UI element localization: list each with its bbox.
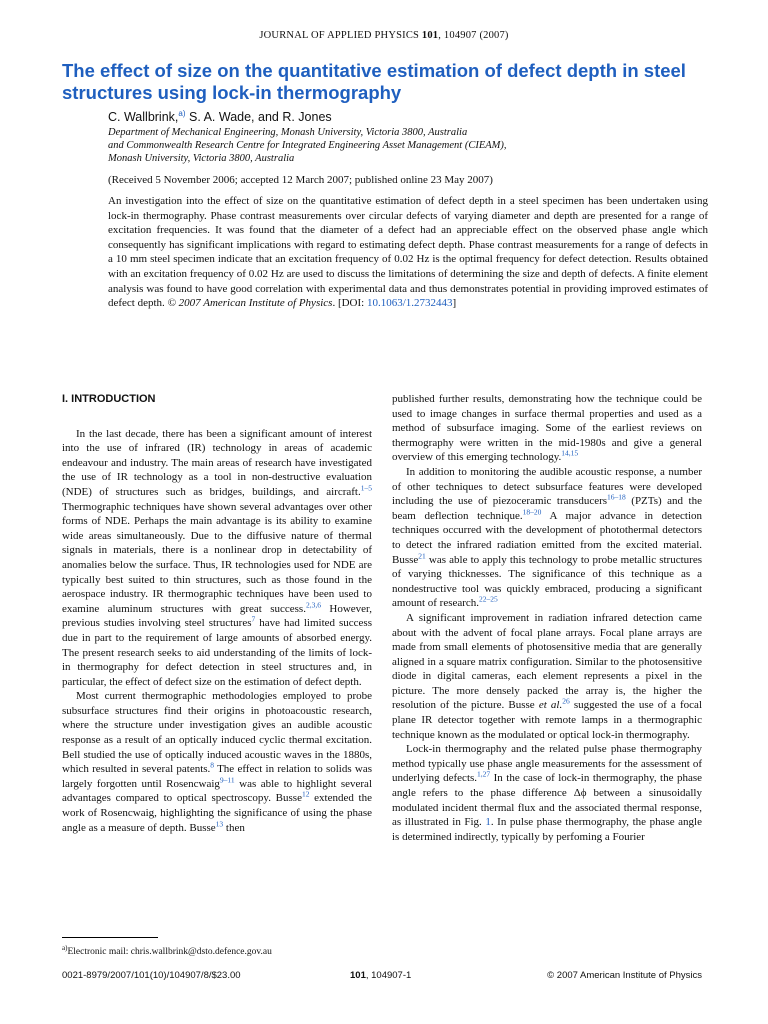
figure-link[interactable]: 1	[485, 816, 491, 829]
citation-link[interactable]: 8	[210, 760, 215, 770]
text-run: have had limited success due in part to the requirement of large amounts of absorbed energy. The present research seeks to aid understanding of the limits of lock-in thermography for defect detection in steel structures and, in particular, the effect of defect size on the estimation of defect depth.	[62, 617, 372, 688]
affiliation	[108, 126, 628, 165]
intro-paragraph-6	[392, 742, 702, 844]
text-run: (PZTs) and the beam deflection technique.	[392, 495, 702, 522]
text-run: Lock-in thermography and the related pulse phase thermography method typically use phase angle measurements for the assessment of underlying defects.	[392, 743, 702, 785]
intro-paragraph-1	[62, 427, 372, 690]
doi-prefix: . [DOI:	[332, 297, 367, 310]
right-column	[392, 392, 702, 844]
intro-paragraph-4	[392, 465, 702, 611]
citation-link[interactable]: 1–5	[360, 483, 372, 493]
journal-header	[0, 30, 768, 41]
citation-link[interactable]: 7	[251, 614, 256, 624]
left-column	[62, 392, 372, 835]
text-run: extended the work of Rosencwaig, highlighting the significance of using the phase angle as a measure of depth. Busse	[62, 792, 372, 834]
citation-link[interactable]: 9–11	[219, 775, 235, 785]
citation-link[interactable]: 26	[562, 696, 570, 706]
journal-article: , 104907 (2007)	[438, 30, 509, 41]
footer-copyright: © 2007 American Institute of Physics	[547, 970, 702, 981]
affiliation-line-3: Monash University, Victoria 3800, Australia	[108, 153, 295, 164]
et-al: et al.	[538, 699, 563, 712]
section-heading-introduction: I. INTRODUCTION	[62, 393, 156, 405]
footnote-text: Electronic mail: chris.wallbrink@dsto.defence.gov.au	[67, 947, 272, 958]
footnote-divider	[62, 937, 158, 938]
author-list	[108, 109, 332, 124]
footer-volume: 101	[350, 970, 366, 981]
abstract-text: An investigation into the effect of size on the quantitative estimation of defect depth in a steel specimen has been undertaken using lock-in thermography. Phase contrast measurements over circular defects of varying diameter and depth are presented for a range of excitation frequencies. It was found that the diameter of a defect had an appreciable effect on the observed phase angle which consequently has significant implications with regard to estimating defect depth. Phase contrast measurements for a range of defects in a 10 mm steel specimen indicate that an excitation frequency of 0.02 Hz is the optimal frequency for defect detection. Results obtained with an excitation frequency of 0.02 Hz are used to discuss the limitations of determining the size and depth of defects. A finite element analysis was found to have good correlation with experimental data and thus demonstrates potential in providing improved estimates of defect depth.	[108, 195, 708, 310]
text-run: Most current thermographic methodologies employed to probe subsurface structures find their origins in photoacoustic research, where the structure under investigation gives an audible acoustic response as a result of an optically induced cyclic thermal excitation. Bell studied the use of optically induced acoustic waves in the 1880s, which resulted in several patents.	[62, 690, 372, 776]
footnote	[62, 944, 272, 957]
text-run: suggested the use of a focal plane IR detector together with remote lamps in a thermographic technique known as the modulated or optical lock-in thermography.	[392, 699, 702, 741]
text-run: was able to highlight several advantages compared to optical spectroscopy. Busse	[62, 777, 372, 805]
text-run: then	[223, 821, 245, 834]
text-run: published further results, demonstrating how the technique could be used to image changes in surface thermal properties and used as a method of subsurface imaging. Some of the earliest reviews on thermography were written in the mid-1980s and give a general overview of this emerging technology.	[392, 393, 702, 464]
text-run: Thermographic techniques have shown several advantages over other forms of NDE. Perhaps the main advantage is its ability to examine wide areas simultaneously. Due to the diffusive nature of thermal signals in materials, there is a nonlinear drop in detectability of anomalies below the surface. Thus, IR technologies used for NDE are typically best suited to thin structures, such as those found in the aerospace industry. IR thermographic techniques have been used to examine aluminum structures with great success.	[62, 500, 372, 615]
author-wallbrink: C. Wallbrink,	[108, 110, 179, 125]
citation-link[interactable]: 12	[301, 789, 310, 799]
text-run: However, previous studies involving steel structures	[62, 602, 373, 630]
affiliation-line-1: Department of Mechanical Engineering, Monash University, Victoria 3800, Australia	[108, 127, 468, 138]
text-run: The effect in relation to solids was largely forgotten until Rosencwaig	[62, 763, 372, 790]
text-run: In the case of lock-in thermography, the phase angle refers to the phase difference Δϕ between a sinusoidally modulated incident thermal flux and the associated thermal response, as illustrated in Fig.	[392, 772, 702, 829]
affiliation-line-2: and Commonwealth Research Centre for Integrated Engineering Asset Management (CIEAM),	[108, 140, 507, 151]
text-run: In the last decade, there has been a significant amount of interest into the use of infrared (IR) technology in areas of academic endeavour and industry. The main areas of research have investigated the use of IR technology as a tool in non-destructive evaluation (NDE) of structures such as bridges, buildings, and aircraft.	[62, 427, 372, 498]
intro-paragraph-2	[62, 689, 372, 835]
citation-link[interactable]: 2,3,6	[305, 600, 321, 610]
journal-volume: 101	[421, 30, 439, 41]
text-run: A major advance in detection techniques occurred with the development of photothermal detectors to detect the infrared radiation emitted from the excited material. Busse	[392, 509, 702, 566]
intro-paragraph-3	[392, 392, 702, 465]
citation-link[interactable]: 13	[215, 818, 224, 828]
intro-paragraph-5	[392, 611, 702, 742]
doi-link[interactable]: 10.1063/1.2732443	[366, 297, 453, 310]
citation-link[interactable]: 14,15	[561, 448, 579, 458]
citation-link[interactable]: 18–20	[522, 507, 542, 517]
doi-suffix: ]	[452, 297, 457, 310]
text-run: was able to apply this technology to probe metallic structures of varying thicknesses. The significance of this technique as a nondestructive tool was quickly embraced, producing a significant amount of research.	[392, 553, 702, 610]
text-run: In addition to monitoring the audible acoustic response, a number of other techniques to detect subsurface features were developed including the use of piezoceramic transducers	[392, 465, 702, 508]
citation-link[interactable]: 16–18	[607, 492, 626, 502]
citation-link[interactable]: 22–25	[479, 594, 498, 604]
citation-link[interactable]: 1,27	[477, 769, 491, 779]
footer-page-number	[350, 970, 411, 981]
citation-link[interactable]: 21	[418, 550, 426, 560]
abstract	[108, 194, 708, 311]
text-run: . In pulse phase thermography, the phase angle is determined indirectly, typically by perfoming a Fourier	[392, 816, 702, 843]
abstract-copyright: © 2007 American Institute of Physics	[167, 297, 333, 310]
paper-title: The effect of size on the quantitative estimation of defect depth in steel structures using lock-in thermography	[62, 60, 686, 103]
author-footnote-mark[interactable]: a)	[178, 109, 186, 118]
text-run: A significant improvement in radiation infrared detection came about with the advent of focal plane arrays. Focal plane arrays are made from small elements of photosensitive media that are generally aligned in a square matrix configuration. Similar to the photosensitive diode in digital cameras, each element represents a pixel in the picture. The more densely packed the array is, the higher the resolution of the picture. Busse	[392, 611, 702, 712]
author-others: S. A. Wade, and R. Jones	[185, 110, 332, 125]
journal-name: JOURNAL OF APPLIED PHYSICS	[259, 30, 420, 41]
received-dates: (Received 5 November 2006; accepted 12 March 2007; published online 23 May 2007)	[108, 174, 493, 186]
footer-page: , 104907-1	[365, 970, 412, 981]
footer-issn: 0021-8979/2007/101(10)/104907/8/$23.00	[62, 970, 241, 981]
footnote-mark: a)	[62, 944, 68, 952]
